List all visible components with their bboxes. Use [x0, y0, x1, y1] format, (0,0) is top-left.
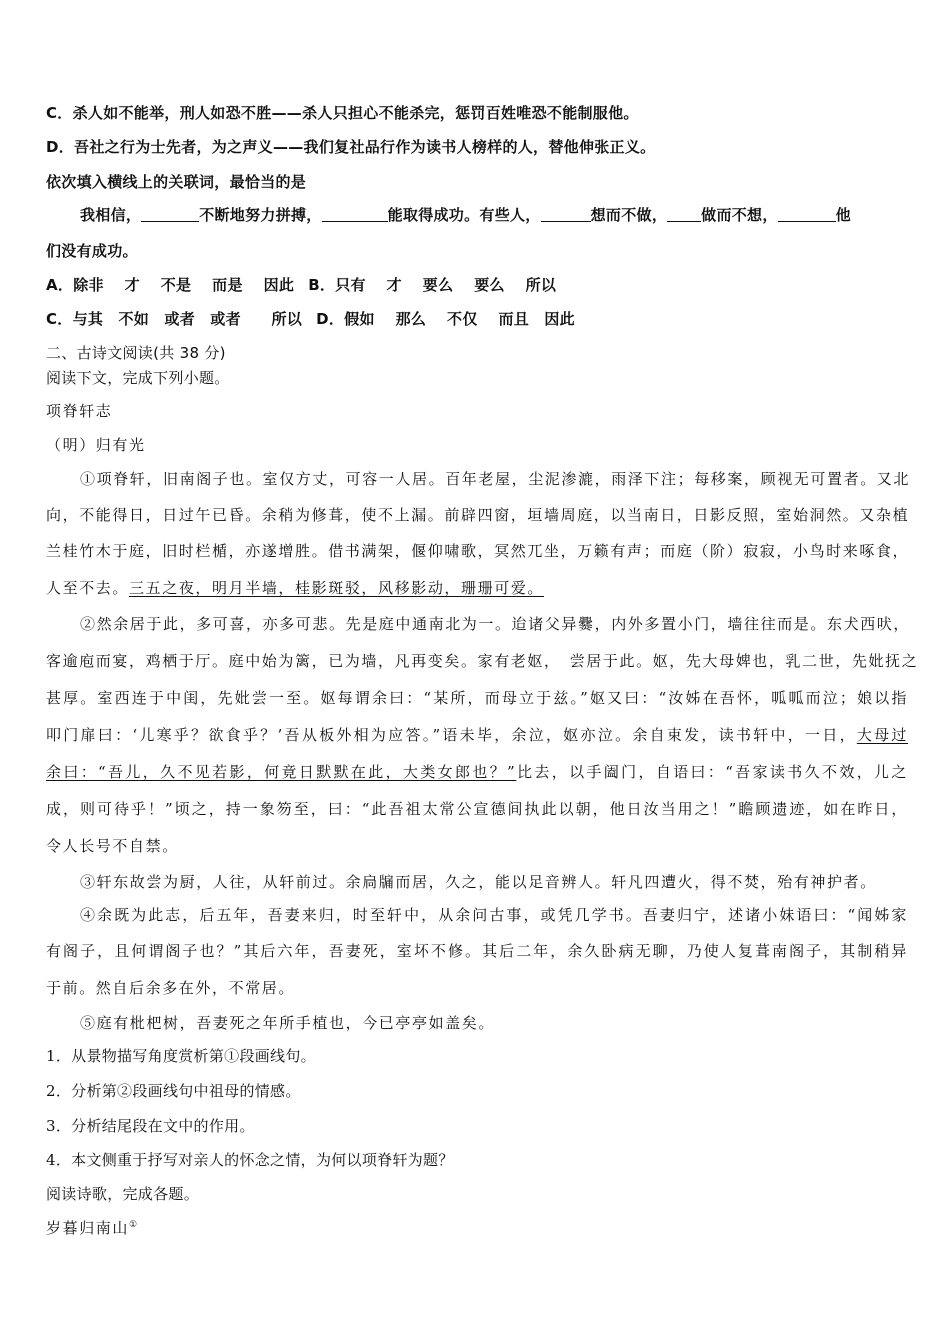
option-c: C．与其 不如 或者 或者 所以: [46, 310, 303, 328]
underlined-sentence-2b: 余曰：“吾儿，久不见若影，何竟日默默在此，大类女郎也？”: [46, 763, 517, 781]
blank-2: [322, 207, 388, 222]
fill-blank-line-2: 们没有成功。: [46, 242, 138, 260]
para2-line6: 成，则可待乎！”顷之，持一象笏至，曰：“此吾祖太常公宣德间执此以朝，他日汝当用之！”瞻顾遗迹，如在昨日，: [46, 800, 908, 818]
para3-line1: ③轩东故尝为厨，人往，从轩前过。余扃牖而居，久之，能以足音辨人。轩凡四遭火，得不焚，殆有神护者。: [80, 873, 877, 891]
para2-line3: 甚厚。室西连于中闺，先妣尝一至。妪每谓余曰：“某所，而母立于兹。”妪又曰：“汝姊在吾怀，呱呱而泣；娘以指: [46, 689, 908, 707]
para4-line3: 于前。然自后余多在外，不常居。: [46, 979, 296, 997]
para2-line1: ②然余居于此，多可喜，亦多可悲。先是庭中通南北为一。迨诸父异爨，内外多置小门，墙往往而是。东犬西吠，: [80, 615, 911, 633]
para4-line2: 有阁子，且何谓阁子也？”其后六年，吾妻死，室坏不修。其后二年，余久卧病无聊，乃使人复葺南阁子，其制稍异: [46, 942, 908, 960]
question-3: 3．分析结尾段在文中的作用。: [46, 1117, 255, 1135]
reading-intro: 阅读下文，完成下列小题。: [46, 369, 230, 387]
para2-line4-text: 叩门扉曰：‘儿寒乎？欲食乎？’吾从板外相为应答。”语未毕，余泣，妪亦泣。余自束发，读书轩中，一日，: [46, 726, 857, 744]
para2-line2: 客逾庖而宴，鸡栖于厅。庭中始为篱，已为墙，凡再变矣。家有老妪， 尝居于此。妪，先大母婢也，乳二世，先妣抚之: [46, 652, 919, 670]
para2-line7: 令人长号不自禁。: [46, 837, 179, 855]
options-row-cd: [46, 309, 908, 329]
question-stem: 依次填入横线上的关联词，最恰当的是: [46, 173, 307, 191]
para2-line5-text: 比去，以手阖门，自语曰：“吾家读书久不效，儿之: [516, 763, 908, 781]
para2-line4: [46, 725, 908, 745]
fill-text-2: 不断地努力拼搏，: [199, 206, 322, 224]
para4-line1: ④余既为此志，后五年，吾妻来归，时至轩中，从余问古事，或凭几学书。吾妻归宁，述诸小妹语曰：“闻姊家: [80, 906, 908, 924]
option-b: B．只有 才 要么 要么 所以: [308, 276, 557, 294]
option-d-line: D．吾社之行为士先者，为之声义——我们复社品行作为读书人榜样的人，替他伸张正义。: [46, 138, 656, 156]
fill-text-6: 他: [835, 206, 851, 224]
para2-line5: [46, 762, 908, 782]
fill-blank-line: [80, 205, 908, 225]
essay-title: 项脊轩志: [46, 402, 113, 420]
blank-3: [541, 207, 591, 222]
blank-4: [667, 207, 701, 222]
question-4: 4．本文侧重于抒写对亲人的怀念之情，为何以项脊轩为题？: [46, 1151, 454, 1169]
para1-line4: [46, 578, 908, 598]
poem-title: 岁暮归南山: [46, 1219, 130, 1237]
option-c-line: C．杀人如不能举，刑人如恐不胜——杀人只担心不能杀完，惩罚百姓唯恐不能制服他。: [46, 104, 639, 122]
question-1: 1．从景物描写角度赏析第①段画线句。: [46, 1047, 316, 1065]
fill-text-1: 我相信，: [80, 206, 142, 224]
poem-title-line: [46, 1215, 908, 1238]
para1-line4-text: 人至不去。: [46, 579, 130, 597]
para1-line2: 向，不能得日，日过午已昏。余稍为修葺，使不上漏。前辟四窗，垣墙周庭，以当南日，日影反照，室始洞然。又杂植: [46, 506, 910, 524]
blank-5: [778, 207, 836, 222]
section-heading: 二、古诗文阅读(共 38 分): [46, 344, 226, 362]
fill-text-3: 能取得成功。有些人，: [387, 206, 541, 224]
para1-line3: 兰桂竹木于庭，旧时栏楯，亦遂增胜。借书满架，偃仰啸歌，冥然兀坐，万籁有声；而庭（阶）寂寂，小鸟时来啄食，: [46, 542, 910, 560]
underlined-sentence-2a: 大母过: [856, 726, 908, 744]
para1-line1: ①项脊轩，旧南阁子也。室仅方丈，可容一人居。百年老屋，尘泥渗漉，雨泽下注；每移案，顾视无可置者。又北: [80, 470, 911, 488]
underlined-sentence-1: 三五之夜，明月半墙，桂影斑驳，风移影动，珊珊可爱。: [129, 579, 545, 597]
blank-1: [141, 207, 199, 222]
options-row-ab: [46, 275, 908, 295]
poem-intro: 阅读诗歌，完成各题。: [46, 1185, 200, 1203]
option-d: D．假如 那么 不仅 而且 因此: [316, 310, 575, 328]
para5-line1: ⑤庭有枇杷树，吾妻死之年所手植也，今已亭亭如盖矣。: [80, 1014, 496, 1032]
fill-text-5: 做而不想，: [701, 206, 778, 224]
option-a: A．除非 才 不是 而是 因此: [46, 276, 295, 294]
essay-author: （明）归有光: [46, 436, 146, 454]
footnote-marker: ①: [129, 1220, 139, 1230]
fill-text-4: 想而不做，: [590, 206, 668, 224]
question-2: 2．分析第②段画线句中祖母的情感。: [46, 1082, 301, 1100]
